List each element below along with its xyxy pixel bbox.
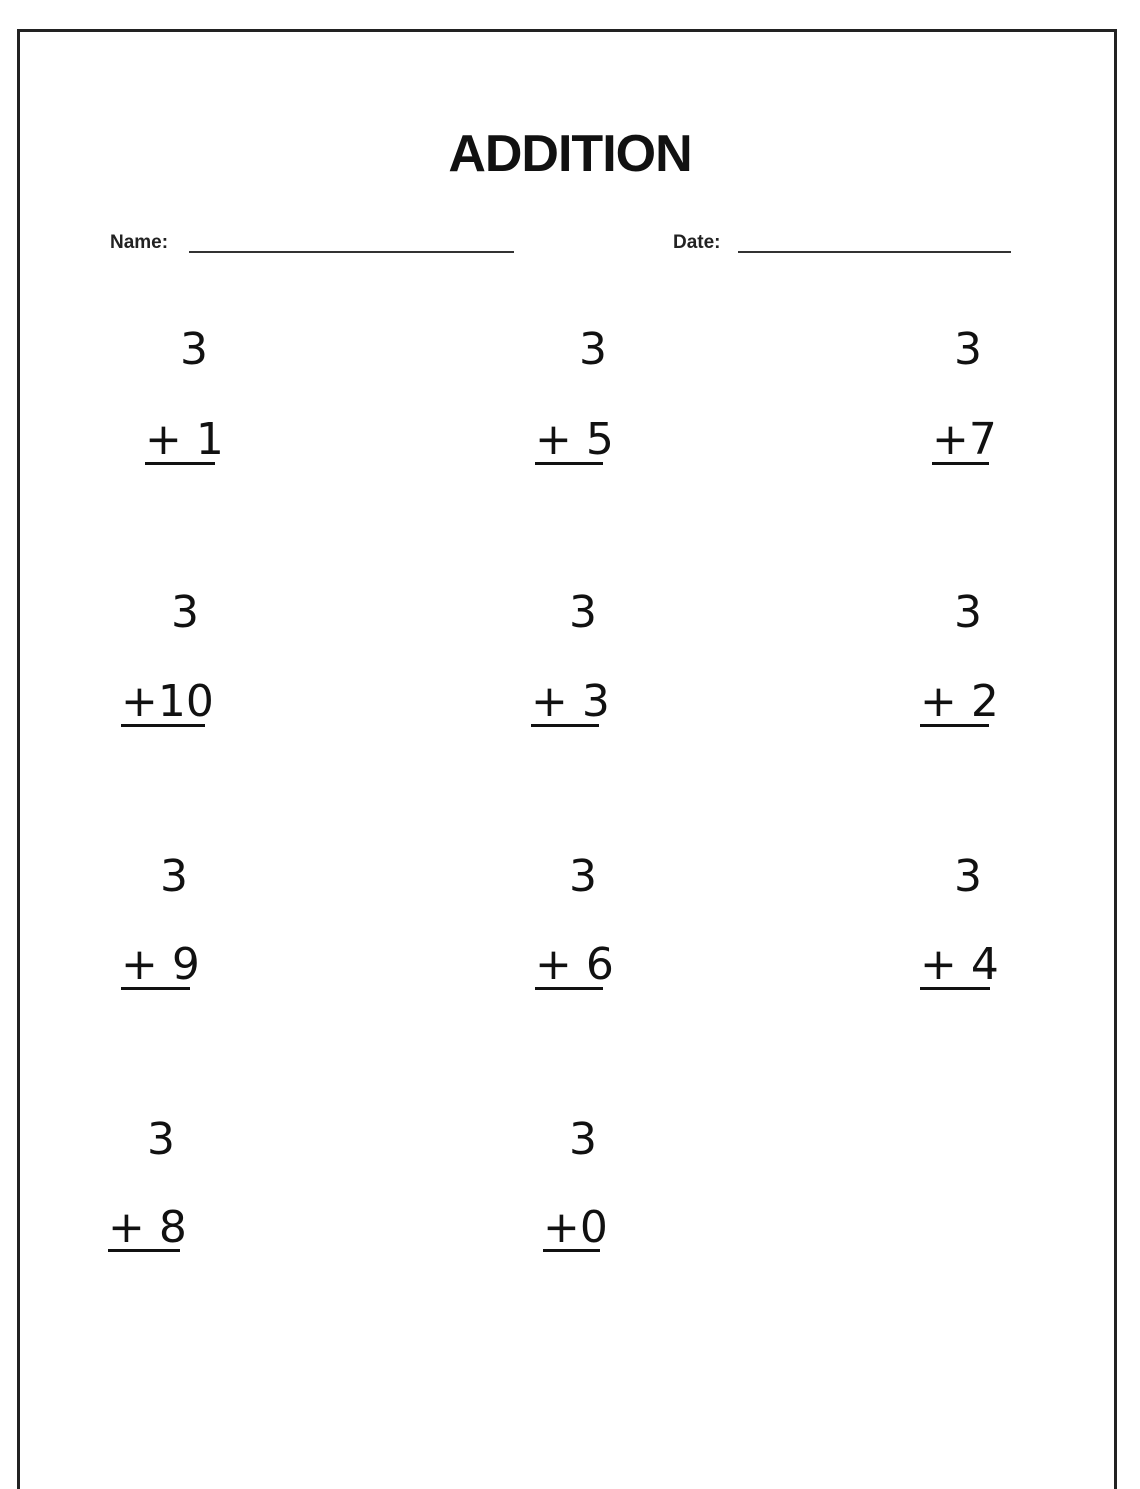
problem-addend: + 2 (920, 676, 999, 727)
answer-line (920, 987, 990, 990)
problem-top-number: 3 (954, 851, 982, 902)
problem-top-number: 3 (160, 851, 188, 902)
answer-line (121, 987, 190, 990)
answer-line (121, 724, 205, 727)
problem-addend: + 9 (121, 939, 200, 990)
answer-line (920, 724, 989, 727)
problem-top-number: 3 (171, 587, 199, 638)
problem-addend: + 6 (535, 939, 614, 990)
date-field-line[interactable] (738, 251, 1011, 253)
problem-top-number: 3 (579, 324, 607, 375)
problem-top-number: 3 (569, 1114, 597, 1165)
answer-line (543, 1249, 600, 1252)
problem-top-number: 3 (569, 851, 597, 902)
problem-addend: +0 (543, 1202, 608, 1253)
problem-top-number: 3 (954, 324, 982, 375)
problem-top-number: 3 (180, 324, 208, 375)
problem-addend: + 5 (535, 414, 614, 465)
problem-addend: + 3 (531, 676, 610, 727)
name-label: Name: (110, 232, 169, 253)
answer-line (535, 462, 603, 465)
answer-line (932, 462, 989, 465)
worksheet-page (17, 29, 1117, 1489)
problem-top-number: 3 (954, 587, 982, 638)
answer-line (145, 462, 215, 465)
problem-top-number: 3 (147, 1114, 175, 1165)
answer-line (108, 1249, 180, 1252)
problem-addend: +7 (932, 414, 997, 465)
problem-addend: + 4 (920, 939, 999, 990)
worksheet-title: ADDITION (448, 125, 692, 183)
problem-addend: + 8 (108, 1202, 187, 1253)
answer-line (535, 987, 603, 990)
problem-top-number: 3 (569, 587, 597, 638)
problem-addend: + 1 (145, 414, 224, 465)
name-field-line[interactable] (189, 251, 514, 253)
date-label: Date: (673, 232, 721, 253)
problem-addend: +10 (121, 676, 214, 727)
answer-line (531, 724, 599, 727)
